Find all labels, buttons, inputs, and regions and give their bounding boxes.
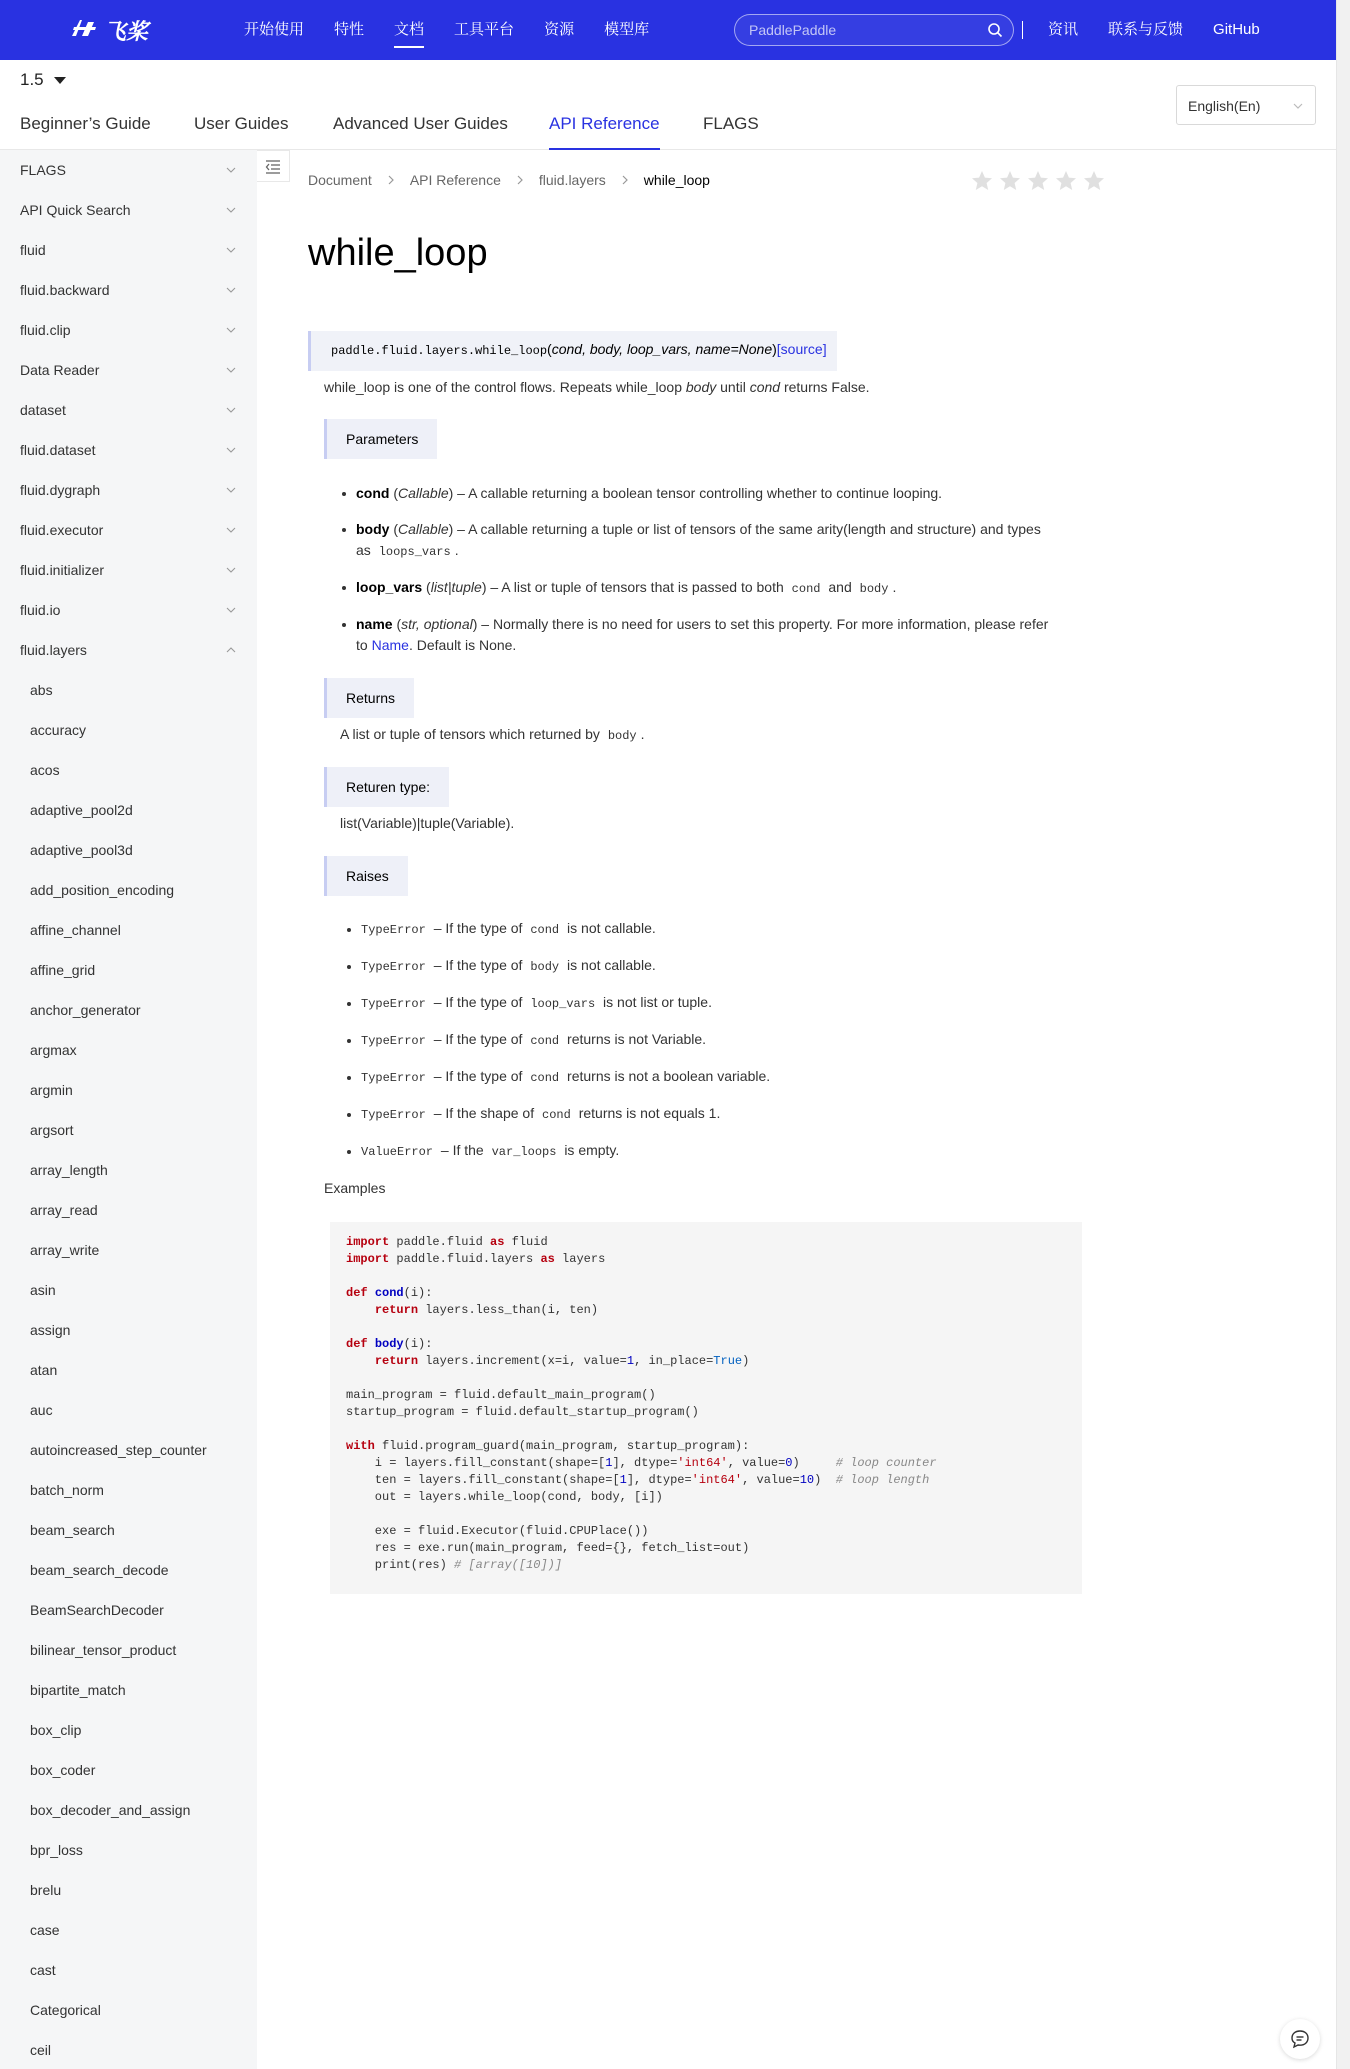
inline-code: var_loops: [491, 1145, 557, 1159]
sidebar-subitem[interactable]: assign: [30, 1322, 71, 1338]
chevron-down-icon: [1293, 101, 1303, 111]
name-link[interactable]: Name: [371, 637, 409, 653]
raise-item: [361, 1105, 720, 1122]
sidebar-subitem[interactable]: BeamSearchDecoder: [30, 1602, 164, 1618]
chevron-down-icon: [225, 404, 237, 416]
signature-name: while_loop: [475, 344, 548, 358]
sidebar-subitem[interactable]: Categorical: [30, 2002, 101, 2018]
raise-text: is not list or tuple.: [603, 994, 712, 1010]
raise-item: [361, 1031, 706, 1048]
sidebar-item-label: API Quick Search: [20, 202, 131, 218]
sidebar-subitem[interactable]: argmax: [30, 1042, 77, 1058]
nav-item-features[interactable]: 特性: [334, 21, 365, 38]
code-line: ten = layers.fill_constant(shape=[1], dtype='int64', value=10) # loop length: [346, 1473, 930, 1487]
nav-item-models[interactable]: 模型库: [604, 21, 650, 38]
inline-code: loop_vars: [530, 997, 596, 1011]
param-name: name (str, optional) – Normally there is no need for users to set this property. For more information, please refer to Name. Default is None.: [356, 614, 1056, 656]
nav-item-start[interactable]: 开始使用: [244, 21, 305, 38]
sidebar-item-label: fluid.io: [20, 602, 61, 618]
raise-item: [361, 1068, 770, 1085]
param-name: body: [356, 521, 390, 537]
chevron-down-icon: [225, 164, 237, 176]
tab-beginners-guide[interactable]: Beginner’s Guide: [20, 114, 151, 133]
sidebar-subitem[interactable]: argsort: [30, 1122, 74, 1138]
nav-item-docs[interactable]: 文档: [394, 0, 424, 60]
sidebar-subitem[interactable]: array_write: [30, 1242, 100, 1258]
code-line: return layers.increment(x=i, value=1, in_place=True): [374, 1354, 750, 1368]
returns-heading: Returns: [324, 678, 414, 718]
sidebar-item[interactable]: [0, 470, 257, 510]
param-desc: . Default is None.: [408, 637, 517, 653]
chevron-down-icon: [225, 244, 237, 256]
chevron-down-icon: [225, 524, 237, 536]
feedback-button[interactable]: [1280, 2019, 1320, 2059]
caret-down-icon: [54, 77, 66, 84]
sidebar-subitem[interactable]: asin: [30, 1282, 56, 1298]
inline-code: loops_vars: [378, 545, 451, 559]
returns-desc: .: [640, 726, 645, 742]
nav-item-tools[interactable]: 工具平台: [454, 21, 515, 38]
sidebar-item[interactable]: [0, 230, 257, 270]
sidebar-subitem[interactable]: box_decoder_and_assign: [30, 1802, 191, 1818]
examples-heading: Examples: [324, 1180, 386, 1196]
code-line: [346, 1268, 1066, 1285]
sidebar-subitem[interactable]: beam_search_decode: [30, 1562, 169, 1578]
chevron-down-icon: [225, 444, 237, 456]
code-line: out = layers.while_loop(cond, body, [i]): [346, 1490, 663, 1504]
search-input[interactable]: [749, 15, 969, 45]
nav-divider: [1022, 21, 1023, 39]
breadcrumb-current: while_loop: [643, 172, 710, 188]
sidebar-subitem[interactable]: affine_channel: [30, 922, 121, 938]
tab-advanced-user-guides[interactable]: Advanced User Guides: [333, 114, 508, 133]
sidebar-item[interactable]: [0, 350, 257, 390]
inline-code: body: [530, 960, 560, 974]
version-selector[interactable]: [20, 68, 66, 92]
raise-text: returns is not a boolean variable.: [567, 1068, 771, 1084]
raise-text: – If the type of: [433, 994, 523, 1010]
chevron-right-icon: [620, 175, 630, 185]
sidebar-item-label: FLAGS: [20, 162, 66, 178]
star-icon[interactable]: [970, 169, 994, 193]
nav-item-resources[interactable]: 资源: [544, 21, 575, 38]
star-icon[interactable]: [1054, 169, 1078, 193]
paddle-logo[interactable]: [68, 14, 164, 44]
search-box: [734, 14, 1014, 46]
version-label: 1.5: [20, 70, 44, 89]
sidebar-item[interactable]: [0, 190, 257, 230]
doc-tabs: [0, 104, 1336, 150]
sidebar-item[interactable]: [0, 310, 257, 350]
param-body: body (Callable) – A callable returning a tuple or list of tensors of the same arity(length and structure) and types as loops_vars .: [356, 519, 1056, 563]
raise-text: – If the shape of: [433, 1105, 535, 1121]
chevron-down-icon: [225, 564, 237, 576]
sidebar-subitem[interactable]: add_position_encoding: [30, 882, 175, 898]
breadcrumb-fluid-layers[interactable]: fluid.layers: [538, 172, 606, 188]
returns-desc: A list or tuple of tensors which returned by: [340, 726, 604, 742]
param-type: Callable: [398, 521, 449, 537]
code-example: [330, 1222, 1082, 1594]
sidebar-subitem[interactable]: acos: [30, 762, 60, 778]
desc-text: while_loop is one of the control flows. Repeats while_loop: [324, 379, 686, 395]
code-line: import paddle.fluid.layers as layers: [346, 1252, 606, 1266]
sidebar-item-label: fluid.dygraph: [20, 482, 101, 498]
code-line: def body(i):: [346, 1337, 433, 1351]
sidebar-item-label: fluid.layers: [20, 642, 87, 658]
sidebar-subitem[interactable]: auc: [30, 1402, 53, 1418]
code-line: [346, 1421, 1066, 1438]
sidebar-subitem[interactable]: box_clip: [30, 1722, 82, 1738]
desc-text: until: [716, 379, 750, 395]
code-line: i = layers.fill_constant(shape=[1], dtype='int64', value=0) # loop counter: [346, 1456, 937, 1470]
param-desc: .: [892, 579, 897, 595]
desc-body: body: [685, 379, 717, 395]
menu-fold-icon: [265, 160, 281, 174]
sidebar-subitem[interactable]: array_length: [30, 1162, 108, 1178]
raise-text: is not callable.: [567, 920, 656, 936]
code-line: startup_program = fluid.default_startup_program(): [346, 1405, 699, 1419]
exception-name: TypeError: [361, 997, 426, 1011]
sidebar-item-label: fluid.executor: [20, 522, 104, 538]
rating-stars: [970, 169, 1110, 193]
sidebar-subitem[interactable]: anchor_generator: [30, 1002, 141, 1018]
sidebar-item-label: Data Reader: [20, 362, 100, 378]
brand-text: 飞桨: [104, 20, 149, 45]
raise-text: – If the: [440, 1142, 484, 1158]
code-line: [346, 1319, 1066, 1336]
code-line: def cond(i):: [346, 1286, 433, 1300]
param-cond: cond (Callable) – A callable returning a boolean tensor controlling whether to continue looping.: [356, 483, 1086, 504]
sidebar-subitem[interactable]: adaptive_pool2d: [30, 802, 133, 818]
raise-text: – If the type of: [433, 920, 523, 936]
sidebar-subitem[interactable]: bipartite_match: [30, 1682, 126, 1698]
sidebar-subitem[interactable]: bilinear_tensor_product: [30, 1642, 177, 1658]
desc-text: returns False.: [780, 379, 870, 395]
raise-item: [361, 957, 656, 974]
param-type: list|tuple: [430, 579, 482, 595]
code-line: print(res) # [array([10])]: [346, 1558, 563, 1572]
source-link[interactable]: [source]: [776, 341, 827, 357]
sidebar: [0, 150, 257, 2069]
chevron-down-icon: [225, 324, 237, 336]
param-type: Callable: [398, 485, 449, 501]
sidebar-subitem[interactable]: brelu: [30, 1882, 62, 1898]
desc-cond: cond: [749, 379, 781, 395]
inline-code: cond: [542, 1108, 571, 1122]
function-signature: paddle.fluid.layers.while_loop(cond, body, loop_vars, name=None)[source]: [308, 331, 837, 371]
top-navbar: [0, 0, 1336, 60]
raise-text: – If the type of: [433, 957, 523, 973]
exception-name: TypeError: [361, 1108, 426, 1122]
breadcrumb: [308, 172, 710, 188]
code-line: exe = fluid.Executor(fluid.CPUPlace()): [346, 1524, 649, 1538]
exception-name: TypeError: [361, 960, 426, 974]
sidebar-item-label: dataset: [20, 402, 66, 418]
chevron-down-icon: [225, 484, 237, 496]
code-line: main_program = fluid.default_main_program(): [346, 1388, 656, 1402]
star-icon[interactable]: [998, 169, 1022, 193]
signature-prefix: paddle.fluid.layers.: [331, 344, 476, 358]
raise-item: [361, 994, 712, 1011]
sidebar-subitem[interactable]: ceil: [30, 2042, 52, 2058]
language-label: English(En): [1188, 98, 1261, 114]
nav-item-contact[interactable]: 联系与反馈: [1108, 21, 1184, 38]
code-line: [346, 1370, 1066, 1387]
sidebar-subitem[interactable]: accuracy: [30, 722, 87, 738]
exception-name: ValueError: [361, 1145, 434, 1159]
exception-name: TypeError: [361, 923, 426, 937]
sidebar-subitem[interactable]: abs: [30, 682, 53, 698]
exception-name: TypeError: [361, 1034, 426, 1048]
inline-code: body: [859, 582, 889, 596]
nav-item-github[interactable]: GitHub: [1213, 21, 1260, 38]
sidebar-subitem[interactable]: batch_norm: [30, 1482, 104, 1498]
chat-icon: [1290, 2029, 1310, 2049]
chevron-down-icon: [225, 284, 237, 296]
param-loop-vars: loop_vars (list|tuple) – A list or tuple of tensors that is passed to both cond and body .: [356, 577, 1086, 600]
tab-user-guides[interactable]: User Guides: [194, 114, 289, 133]
param-name: cond: [356, 485, 390, 501]
sidebar-item[interactable]: [0, 390, 257, 430]
sidebar-subitem[interactable]: cast: [30, 1962, 56, 1978]
page-scrollbar[interactable]: [1336, 0, 1350, 2069]
chevron-down-icon: [225, 204, 237, 216]
param-name: name: [356, 616, 393, 632]
sidebar-item[interactable]: [0, 270, 257, 310]
raises-heading: Raises: [324, 856, 408, 896]
param-type: str, optional: [401, 616, 473, 632]
code-line: [346, 1506, 1066, 1523]
chevron-down-icon: [225, 364, 237, 376]
inline-code: body: [607, 729, 637, 743]
raise-text: returns is not Variable.: [567, 1031, 707, 1047]
inline-code: cond: [791, 582, 821, 596]
language-select[interactable]: [1176, 85, 1316, 125]
right-nav: [1048, 0, 1290, 60]
star-icon[interactable]: [1082, 169, 1106, 193]
sidebar-item[interactable]: [0, 590, 257, 630]
inline-code: cond: [530, 923, 560, 937]
param-desc: – A callable returning a tuple or list of tensors of the same arity(length and structure) and types as: [356, 521, 1041, 558]
raise-item: [361, 920, 656, 937]
sidebar-subitem[interactable]: autoincreased_step_counter: [30, 1442, 207, 1458]
param-name: loop_vars: [356, 579, 423, 595]
sidebar-subitem[interactable]: case: [30, 1922, 60, 1938]
tab-flags[interactable]: FLAGS: [703, 114, 759, 133]
code-line: import paddle.fluid as fluid: [346, 1235, 548, 1249]
breadcrumb-api-reference[interactable]: API Reference: [409, 172, 501, 188]
sidebar-subitem[interactable]: affine_grid: [30, 962, 96, 978]
nav-item-news[interactable]: 资讯: [1048, 21, 1079, 38]
sidebar-item-label: fluid: [20, 242, 46, 258]
sidebar-subitem[interactable]: beam_search: [30, 1522, 115, 1538]
chevron-right-icon: [386, 175, 396, 185]
raise-text: is not callable.: [567, 957, 656, 973]
chevron-right-icon: [515, 175, 525, 185]
param-desc: – Normally there is no need for users to set this property. For more information, please refer to: [356, 616, 1049, 653]
parameters-heading: Parameters: [324, 419, 437, 459]
param-desc: .: [454, 542, 459, 558]
inline-code: cond: [530, 1071, 560, 1085]
sidebar-subitem[interactable]: bpr_loss: [30, 1842, 83, 1858]
star-icon[interactable]: [1026, 169, 1050, 193]
chevron-down-icon: [225, 604, 237, 616]
sidebar-item[interactable]: [0, 150, 257, 190]
sidebar-subitem[interactable]: adaptive_pool3d: [30, 842, 133, 858]
sidebar-item-label: fluid.backward: [20, 282, 110, 298]
sidebar-item-label: fluid.clip: [20, 322, 71, 338]
param-desc: – A list or tuple of tensors that is passed to both: [486, 579, 788, 595]
returns-text: [340, 726, 645, 743]
main-nav: [244, 0, 679, 60]
sidebar-item-label: fluid.dataset: [20, 442, 96, 458]
param-desc: and: [828, 579, 852, 595]
param-desc: – A callable returning a boolean tensor controlling whether to continue looping.: [453, 485, 943, 501]
sidebar-subitem[interactable]: box_coder: [30, 1762, 96, 1778]
code-line: res = exe.run(main_program, feed={}, fetch_list=out): [346, 1541, 750, 1555]
exception-name: TypeError: [361, 1071, 426, 1085]
raise-text: – If the type of: [433, 1068, 523, 1084]
signature-params: cond, body, loop_vars, name=None: [551, 341, 773, 357]
sidebar-item-label: fluid.initializer: [20, 562, 105, 578]
return-type-heading: Returen type:: [324, 767, 449, 807]
breadcrumb-document[interactable]: Document: [308, 172, 372, 188]
sidebar-item[interactable]: [0, 430, 257, 470]
chevron-up-icon: [225, 644, 237, 656]
code-line: with fluid.program_guard(main_program, startup_program):: [346, 1439, 750, 1453]
tab-api-reference[interactable]: API Reference: [549, 114, 660, 150]
sidebar-item[interactable]: [0, 510, 257, 550]
raise-item: [361, 1142, 619, 1159]
page-title: while_loop: [308, 232, 488, 274]
raise-text: returns is not equals 1.: [578, 1105, 721, 1121]
return-type-text: list(Variable)|tuple(Variable).: [340, 815, 515, 831]
sidebar-subitem[interactable]: atan: [30, 1362, 58, 1378]
inline-code: cond: [530, 1034, 560, 1048]
sidebar-item[interactable]: [0, 630, 257, 670]
raise-text: is empty.: [564, 1142, 620, 1158]
search-icon[interactable]: [987, 22, 1003, 38]
raise-text: – If the type of: [433, 1031, 523, 1047]
sidebar-item[interactable]: [0, 550, 257, 590]
sidebar-subitem[interactable]: argmin: [30, 1082, 73, 1098]
code-line: return layers.less_than(i, ten): [374, 1303, 599, 1317]
sidebar-toggle-button[interactable]: [257, 150, 290, 182]
function-description: [324, 379, 870, 395]
sidebar-subitem[interactable]: array_read: [30, 1202, 98, 1218]
